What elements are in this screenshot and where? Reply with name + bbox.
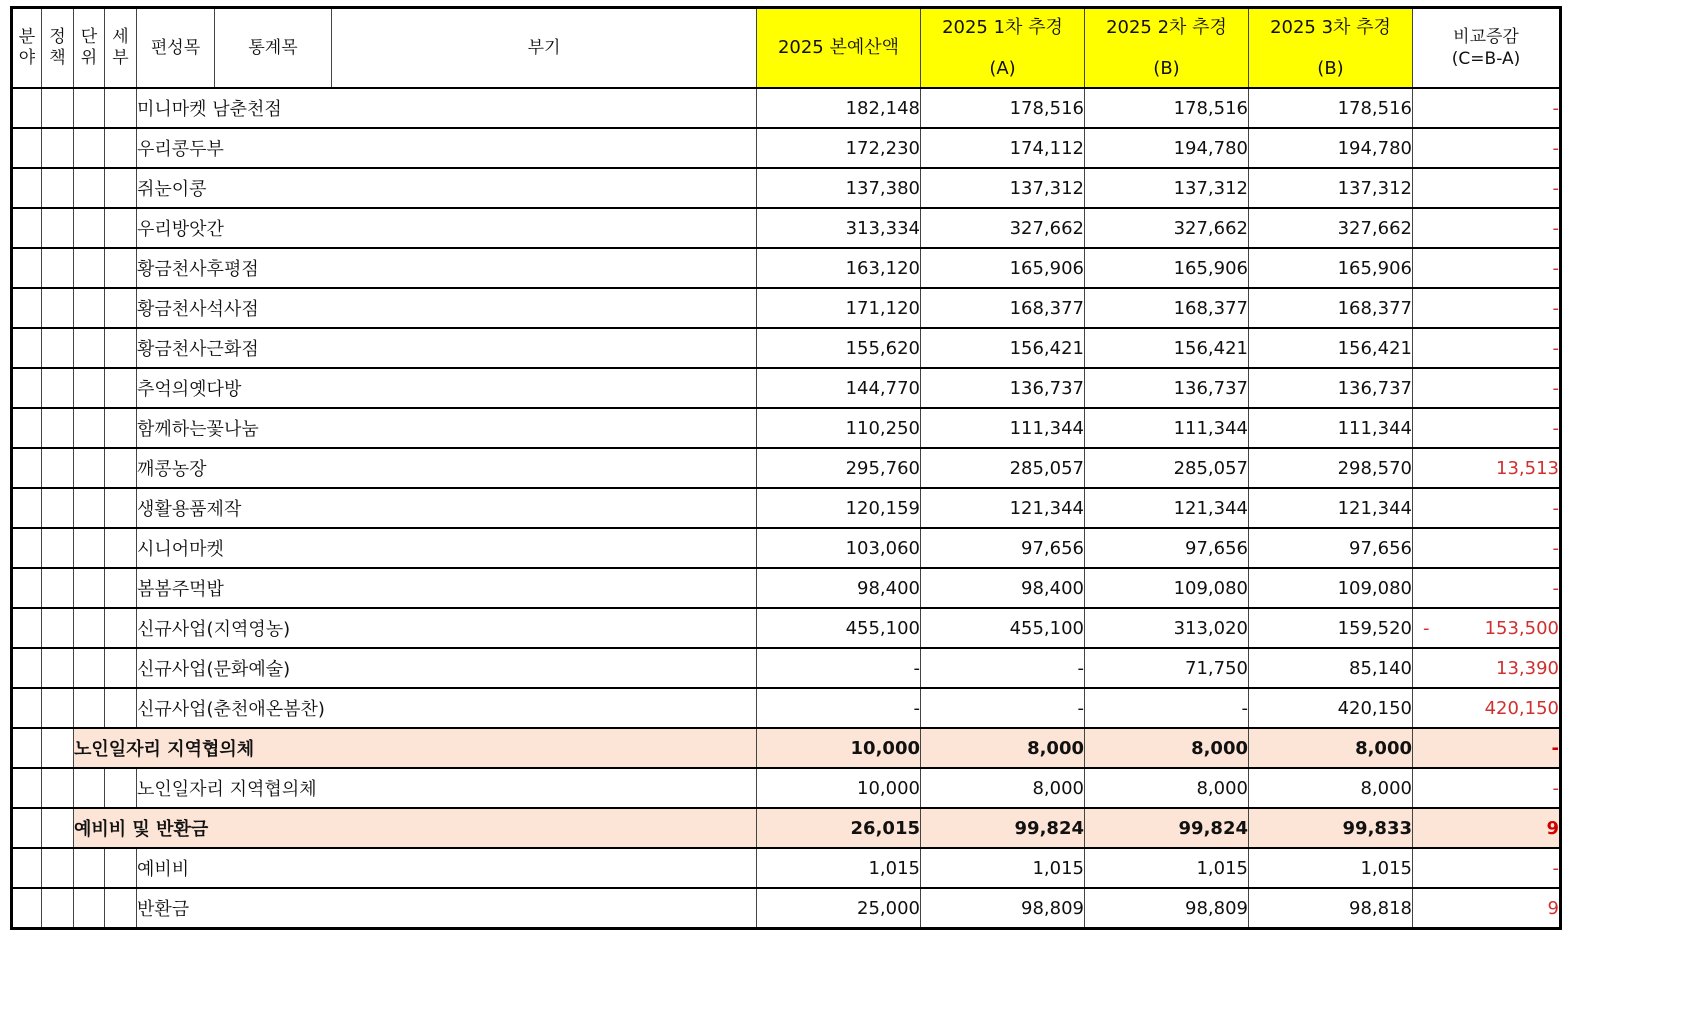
- row-name: 신규사업(문화예술): [137, 648, 757, 688]
- table-row: [12, 288, 1561, 328]
- row-name: 우리방앗간: [137, 208, 757, 248]
- value-third: 111,344: [1249, 408, 1413, 448]
- header-detail: 세 부: [105, 8, 137, 89]
- empty-cell: [105, 688, 137, 728]
- value-diff: [1413, 848, 1561, 888]
- empty-cell: [74, 328, 105, 368]
- header-second-supplementary: 2025 2차 추경 (B): [1085, 8, 1249, 89]
- empty-cell: [42, 528, 74, 568]
- value-base: 313,334: [757, 208, 921, 248]
- empty-cell: [12, 568, 42, 608]
- empty-cell: [42, 688, 74, 728]
- value-second: 71,750: [1085, 648, 1249, 688]
- empty-cell: [74, 448, 105, 488]
- value-first: -: [921, 688, 1085, 728]
- empty-cell: [105, 888, 137, 929]
- diff-value: -: [1552, 137, 1559, 159]
- empty-cell: [105, 208, 137, 248]
- subtotal-diff: -: [1413, 728, 1561, 768]
- empty-cell: [12, 528, 42, 568]
- value-base: 182,148: [757, 88, 921, 128]
- empty-cell: [42, 208, 74, 248]
- empty-cell: [42, 768, 74, 808]
- empty-cell: [74, 608, 105, 648]
- diff-value: -: [1552, 777, 1559, 799]
- value-first: 165,906: [921, 248, 1085, 288]
- value-diff: [1413, 88, 1561, 128]
- empty-cell: [42, 608, 74, 648]
- diff-value: -: [1552, 217, 1559, 239]
- value-diff: [1413, 888, 1561, 929]
- empty-cell: [12, 888, 42, 929]
- subtotal-name: 예비비 및 반환금: [74, 808, 757, 848]
- value-third: 136,737: [1249, 368, 1413, 408]
- empty-cell: [105, 488, 137, 528]
- empty-cell: [12, 688, 42, 728]
- row-name: 황금천사석사점: [137, 288, 757, 328]
- row-name: 함께하는꽃나눔: [137, 408, 757, 448]
- value-base: 137,380: [757, 168, 921, 208]
- value-base: 110,250: [757, 408, 921, 448]
- empty-cell: [105, 88, 137, 128]
- value-first: 174,112: [921, 128, 1085, 168]
- empty-cell: [105, 848, 137, 888]
- empty-cell: [105, 448, 137, 488]
- row-name: 봄봄주먹밥: [137, 568, 757, 608]
- empty-cell: [105, 368, 137, 408]
- table-row: [12, 208, 1561, 248]
- budget-table: [10, 6, 1562, 930]
- value-diff: [1413, 208, 1561, 248]
- subtotal-diff: 9: [1413, 808, 1561, 848]
- value-base: 25,000: [757, 888, 921, 929]
- value-first: 111,344: [921, 408, 1085, 448]
- row-name: 깨콩농장: [137, 448, 757, 488]
- row-name: 반환금: [137, 888, 757, 929]
- empty-cell: [12, 128, 42, 168]
- value-first: 178,516: [921, 88, 1085, 128]
- empty-cell: [12, 88, 42, 128]
- value-base: -: [757, 648, 921, 688]
- value-diff: [1413, 328, 1561, 368]
- value-base: 171,120: [757, 288, 921, 328]
- row-name: 신규사업(지역영농): [137, 608, 757, 648]
- value-diff: [1413, 128, 1561, 168]
- empty-cell: [74, 648, 105, 688]
- value-first: 121,344: [921, 488, 1085, 528]
- empty-cell: [12, 768, 42, 808]
- empty-cell: [42, 408, 74, 448]
- table-row: [12, 768, 1561, 808]
- empty-cell: [42, 568, 74, 608]
- empty-cell: [105, 408, 137, 448]
- table-row: [12, 688, 1561, 728]
- value-base: 172,230: [757, 128, 921, 168]
- empty-cell: [105, 568, 137, 608]
- empty-cell: [12, 408, 42, 448]
- header-field: 분 야: [12, 8, 42, 89]
- value-first: 156,421: [921, 328, 1085, 368]
- value-base: 155,620: [757, 328, 921, 368]
- table-row: [12, 888, 1561, 929]
- row-name: 미니마켓 남춘천점: [137, 88, 757, 128]
- empty-cell: [42, 88, 74, 128]
- negative-sign: -: [1423, 617, 1430, 639]
- empty-cell: [74, 528, 105, 568]
- empty-cell: [74, 288, 105, 328]
- table-row: [12, 248, 1561, 288]
- row-name: 황금천사근화점: [137, 328, 757, 368]
- empty-cell: [12, 288, 42, 328]
- value-second: 136,737: [1085, 368, 1249, 408]
- empty-cell: [12, 648, 42, 688]
- header-row: [12, 8, 1561, 89]
- subtotal-third: 8,000: [1249, 728, 1413, 768]
- empty-cell: [74, 888, 105, 929]
- diff-value: -: [1552, 337, 1559, 359]
- empty-cell: [42, 328, 74, 368]
- value-base: 103,060: [757, 528, 921, 568]
- row-name: 예비비: [137, 848, 757, 888]
- value-second: 285,057: [1085, 448, 1249, 488]
- value-diff: [1413, 648, 1561, 688]
- diff-value: -: [1552, 577, 1559, 599]
- header-note: 부기: [332, 8, 757, 89]
- subtotal-name: 노인일자리 지역협의체: [74, 728, 757, 768]
- subtotal-first: 8,000: [921, 728, 1085, 768]
- header-budget-item: 편성목: [137, 8, 215, 89]
- value-base: 98,400: [757, 568, 921, 608]
- diff-value: -: [1552, 257, 1559, 279]
- diff-value: -: [1552, 857, 1559, 879]
- empty-cell: [74, 488, 105, 528]
- empty-cell: [42, 288, 74, 328]
- value-third: 327,662: [1249, 208, 1413, 248]
- value-first: 455,100: [921, 608, 1085, 648]
- empty-cell: [42, 808, 74, 848]
- empty-cell: [74, 248, 105, 288]
- diff-value: -: [1552, 537, 1559, 559]
- diff-value: -: [1552, 97, 1559, 119]
- empty-cell: [74, 848, 105, 888]
- value-base: 144,770: [757, 368, 921, 408]
- value-third: 109,080: [1249, 568, 1413, 608]
- value-diff: [1413, 688, 1561, 728]
- empty-cell: [105, 288, 137, 328]
- table-row: [12, 168, 1561, 208]
- value-third: 298,570: [1249, 448, 1413, 488]
- empty-cell: [105, 768, 137, 808]
- value-second: 137,312: [1085, 168, 1249, 208]
- value-base: 1,015: [757, 848, 921, 888]
- value-first: 168,377: [921, 288, 1085, 328]
- diff-value: -: [1552, 417, 1559, 439]
- value-second: 8,000: [1085, 768, 1249, 808]
- empty-cell: [42, 128, 74, 168]
- diff-value: -: [1552, 377, 1559, 399]
- value-second: 97,656: [1085, 528, 1249, 568]
- value-first: 285,057: [921, 448, 1085, 488]
- empty-cell: [105, 128, 137, 168]
- value-first: 327,662: [921, 208, 1085, 248]
- subtotal-second: 8,000: [1085, 728, 1249, 768]
- empty-cell: [42, 648, 74, 688]
- value-third: 194,780: [1249, 128, 1413, 168]
- diff-value: 420,150: [1484, 697, 1559, 719]
- row-name: 황금천사후평점: [137, 248, 757, 288]
- table-row: [12, 648, 1561, 688]
- header-base-budget: 2025 본예산액: [757, 8, 921, 89]
- empty-cell: [12, 248, 42, 288]
- value-second: 121,344: [1085, 488, 1249, 528]
- empty-cell: [74, 128, 105, 168]
- empty-cell: [42, 448, 74, 488]
- subtotal-row: [12, 728, 1561, 768]
- value-second: 165,906: [1085, 248, 1249, 288]
- table-row: [12, 88, 1561, 128]
- row-name: 노인일자리 지역협의체: [137, 768, 757, 808]
- value-diff: [1413, 488, 1561, 528]
- value-second: 194,780: [1085, 128, 1249, 168]
- value-first: 97,656: [921, 528, 1085, 568]
- value-third: 178,516: [1249, 88, 1413, 128]
- subtotal-base: 10,000: [757, 728, 921, 768]
- empty-cell: [12, 168, 42, 208]
- value-second: 111,344: [1085, 408, 1249, 448]
- value-diff: [1413, 168, 1561, 208]
- table-row: [12, 488, 1561, 528]
- value-diff: [1413, 368, 1561, 408]
- empty-cell: [12, 608, 42, 648]
- empty-cell: [42, 248, 74, 288]
- empty-cell: [12, 368, 42, 408]
- table-row: [12, 848, 1561, 888]
- subtotal-base: 26,015: [757, 808, 921, 848]
- empty-cell: [105, 648, 137, 688]
- table-row: [12, 408, 1561, 448]
- empty-cell: [74, 568, 105, 608]
- empty-cell: [74, 768, 105, 808]
- value-diff: [1413, 408, 1561, 448]
- value-first: 137,312: [921, 168, 1085, 208]
- value-diff: [1413, 568, 1561, 608]
- table-row: [12, 368, 1561, 408]
- value-third: 420,150: [1249, 688, 1413, 728]
- empty-cell: [105, 328, 137, 368]
- table-row: [12, 528, 1561, 568]
- table-row: [12, 568, 1561, 608]
- subtotal-third: 99,833: [1249, 808, 1413, 848]
- empty-cell: [42, 888, 74, 929]
- row-name: 추억의옛다방: [137, 368, 757, 408]
- empty-cell: [105, 608, 137, 648]
- empty-cell: [105, 168, 137, 208]
- value-second: 168,377: [1085, 288, 1249, 328]
- diff-value: -: [1552, 497, 1559, 519]
- value-diff: [1413, 608, 1561, 648]
- empty-cell: [12, 808, 42, 848]
- subtotal-first: 99,824: [921, 808, 1085, 848]
- value-base: 455,100: [757, 608, 921, 648]
- header-unit: 단 위: [74, 8, 105, 89]
- value-third: 156,421: [1249, 328, 1413, 368]
- value-diff: [1413, 248, 1561, 288]
- diff-value: 153,500: [1484, 617, 1559, 639]
- value-second: 156,421: [1085, 328, 1249, 368]
- value-base: 295,760: [757, 448, 921, 488]
- value-base: -: [757, 688, 921, 728]
- subtotal-second: 99,824: [1085, 808, 1249, 848]
- value-third: 85,140: [1249, 648, 1413, 688]
- row-name: 시니어마켓: [137, 528, 757, 568]
- value-second: 98,809: [1085, 888, 1249, 929]
- value-third: 1,015: [1249, 848, 1413, 888]
- value-diff: [1413, 448, 1561, 488]
- subtotal-row: [12, 808, 1561, 848]
- empty-cell: [74, 88, 105, 128]
- value-third: 165,906: [1249, 248, 1413, 288]
- value-first: 8,000: [921, 768, 1085, 808]
- value-first: 136,737: [921, 368, 1085, 408]
- empty-cell: [42, 728, 74, 768]
- empty-cell: [74, 408, 105, 448]
- diff-value: -: [1552, 177, 1559, 199]
- row-name: 쥐눈이콩: [137, 168, 757, 208]
- header-first-supplementary: 2025 1차 추경 (A): [921, 8, 1085, 89]
- table-row: [12, 128, 1561, 168]
- value-base: 10,000: [757, 768, 921, 808]
- empty-cell: [42, 368, 74, 408]
- empty-cell: [74, 688, 105, 728]
- diff-value: 13,513: [1496, 457, 1559, 479]
- row-name: 생활용품제작: [137, 488, 757, 528]
- empty-cell: [12, 848, 42, 888]
- value-first: 98,400: [921, 568, 1085, 608]
- row-name: 신규사업(춘천애온봄찬): [137, 688, 757, 728]
- value-diff: [1413, 528, 1561, 568]
- row-name: 우리콩두부: [137, 128, 757, 168]
- value-second: 313,020: [1085, 608, 1249, 648]
- value-diff: [1413, 288, 1561, 328]
- value-first: 98,809: [921, 888, 1085, 929]
- value-diff: [1413, 768, 1561, 808]
- value-second: 178,516: [1085, 88, 1249, 128]
- value-third: 159,520: [1249, 608, 1413, 648]
- value-base: 163,120: [757, 248, 921, 288]
- value-third: 121,344: [1249, 488, 1413, 528]
- empty-cell: [42, 848, 74, 888]
- value-third: 137,312: [1249, 168, 1413, 208]
- header-stat-item: 통계목: [215, 8, 332, 89]
- empty-cell: [12, 488, 42, 528]
- empty-cell: [74, 208, 105, 248]
- empty-cell: [105, 248, 137, 288]
- value-second: 109,080: [1085, 568, 1249, 608]
- empty-cell: [12, 208, 42, 248]
- empty-cell: [12, 448, 42, 488]
- value-second: -: [1085, 688, 1249, 728]
- value-third: 168,377: [1249, 288, 1413, 328]
- empty-cell: [12, 728, 42, 768]
- value-third: 8,000: [1249, 768, 1413, 808]
- value-base: 120,159: [757, 488, 921, 528]
- empty-cell: [12, 328, 42, 368]
- value-third: 97,656: [1249, 528, 1413, 568]
- empty-cell: [42, 168, 74, 208]
- diff-value: 9: [1547, 897, 1559, 919]
- header-difference: 비교증감 (C=B-A): [1413, 8, 1561, 89]
- value-first: -: [921, 648, 1085, 688]
- empty-cell: [105, 528, 137, 568]
- empty-cell: [74, 368, 105, 408]
- header-third-supplementary: 2025 3차 추경 (B): [1249, 8, 1413, 89]
- value-third: 98,818: [1249, 888, 1413, 929]
- empty-cell: [74, 168, 105, 208]
- header-policy: 정 책: [42, 8, 74, 89]
- table-row: [12, 448, 1561, 488]
- table-row: [12, 328, 1561, 368]
- value-first: 1,015: [921, 848, 1085, 888]
- diff-value: -: [1552, 297, 1559, 319]
- value-second: 1,015: [1085, 848, 1249, 888]
- table-row: [12, 608, 1561, 648]
- diff-value: 13,390: [1496, 657, 1559, 679]
- value-second: 327,662: [1085, 208, 1249, 248]
- empty-cell: [42, 488, 74, 528]
